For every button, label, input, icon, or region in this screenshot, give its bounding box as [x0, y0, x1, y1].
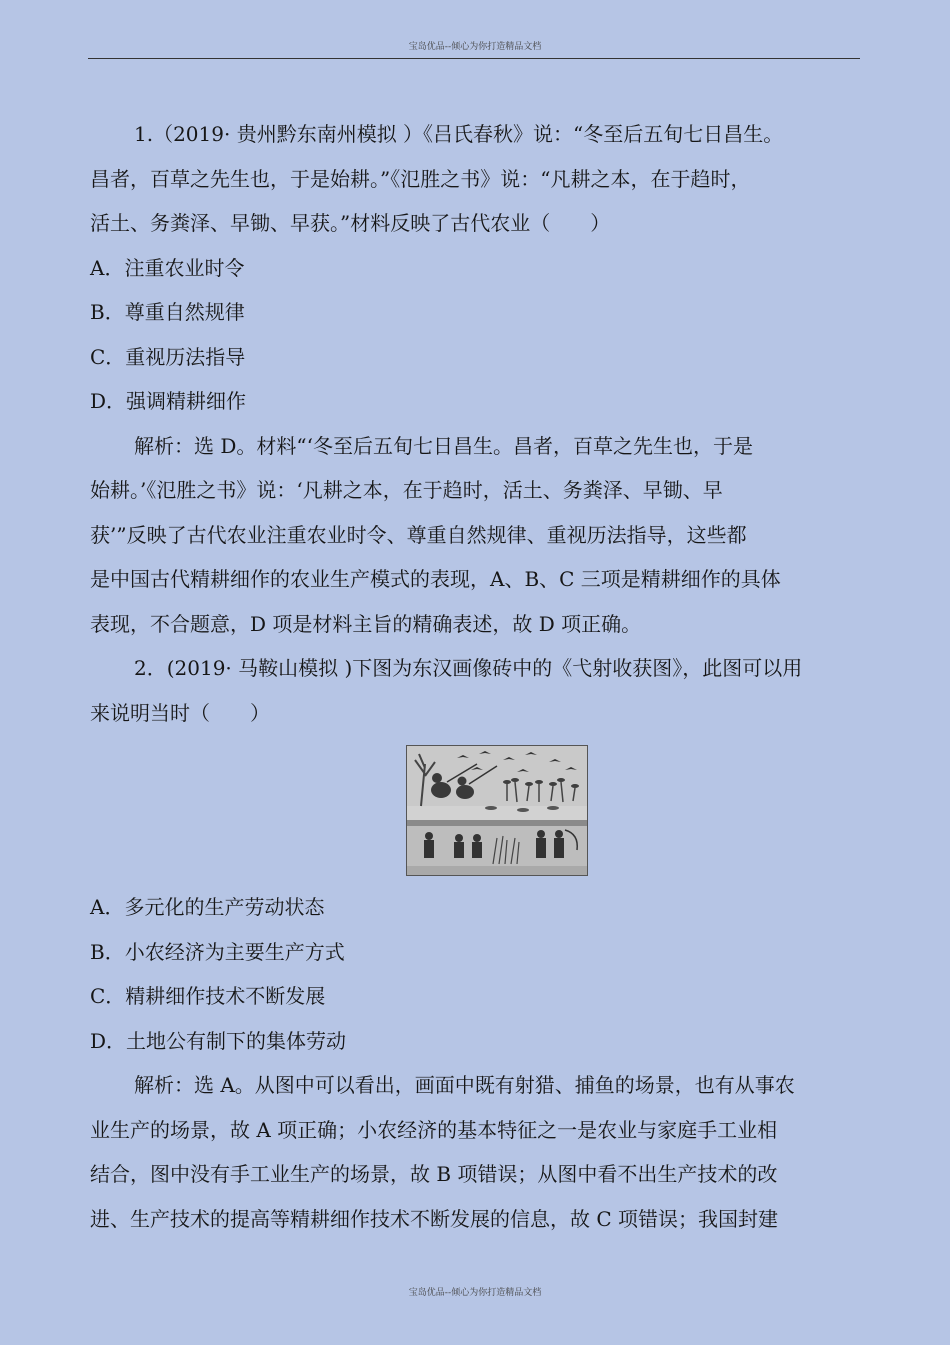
figure-container [90, 735, 858, 885]
header-divider [88, 58, 860, 59]
q2-analysis-line-2: 业生产的场景，故 A 项正确；小农经济的基本特征之一是农业与家庭手工业相 [90, 1117, 778, 1142]
q1-option-a: A．注重农业时令 [90, 255, 245, 280]
q1-analysis-line-3: 获’”反映了古代农业注重农业时令、尊重自然规律、重视历法指导，这些都 [90, 522, 747, 547]
q1-analysis-line-1: 解析：选 D。材料“‘冬至后五旬七日昌生。昌者，百草之先生也，于是 [134, 433, 753, 458]
page-footer: 宝岛优品--倾心为你打造精品文档 [408, 1288, 542, 1298]
document-body [90, 112, 858, 1241]
q2-option-d: D．土地公有制下的集体劳动 [90, 1028, 347, 1053]
hunting-harvest-relief-image [406, 745, 588, 876]
q1-option-b: B．尊重自然规律 [90, 300, 245, 324]
q1-stem-line-1: 1.（2019· 贵州黔东南州模拟 ）《吕氏春秋》说：“冬至后五旬七日昌生。 [134, 122, 784, 146]
q1-analysis-line-4: 是中国古代精耕细作的农业生产模式的表现，A、B、C 三项是精耕细作的具体 [90, 567, 781, 591]
q1-option-c: C．重视历法指导 [90, 344, 246, 369]
q1-analysis-line-2: 始耕。’《氾胜之书》说：‘凡耕之本，在于趋时，活土、务粪泽、早锄、早 [90, 478, 723, 502]
q2-stem-line-1: 2．(2019· 马鞍山模拟 )下图为东汉画像砖中的《弋射收获图》，此图可以用 [134, 656, 803, 680]
q2-option-a: A．多元化的生产劳动状态 [90, 895, 325, 919]
q1-option-d: D．强调精耕细作 [90, 389, 247, 413]
q1-stem-line-3: 活土、务粪泽、早锄、早获。”材料反映了古代农业（ ） [90, 211, 611, 235]
q1-stem-line-2: 昌者，百草之先生也，于是始耕。”《氾胜之书》说：“凡耕之本，在于趋时， [90, 166, 751, 191]
q2-stem-line-2: 来说明当时（ ） [90, 700, 270, 725]
page-header: 宝岛优品--倾心为你打造精品文档 [408, 42, 542, 52]
q2-analysis-line-3: 结合，图中没有手工业生产的场景，故 B 项错误；从图中看不出生产技术的改 [90, 1162, 778, 1186]
q2-option-c: C．精耕细作技术不断发展 [90, 984, 326, 1008]
q2-option-b: B．小农经济为主要生产方式 [90, 939, 345, 964]
q1-analysis-line-5: 表现，不合题意，D 项是材料主旨的精确表述，故 D 项正确。 [90, 611, 642, 636]
q2-analysis-line-1: 解析：选 A。从图中可以看出，画面中既有射猎、捕鱼的场景，也有从事农 [134, 1073, 795, 1097]
q2-analysis-line-4: 进、生产技术的提高等精耕细作技术不断发展的信息，故 C 项错误；我国封建 [90, 1206, 779, 1231]
